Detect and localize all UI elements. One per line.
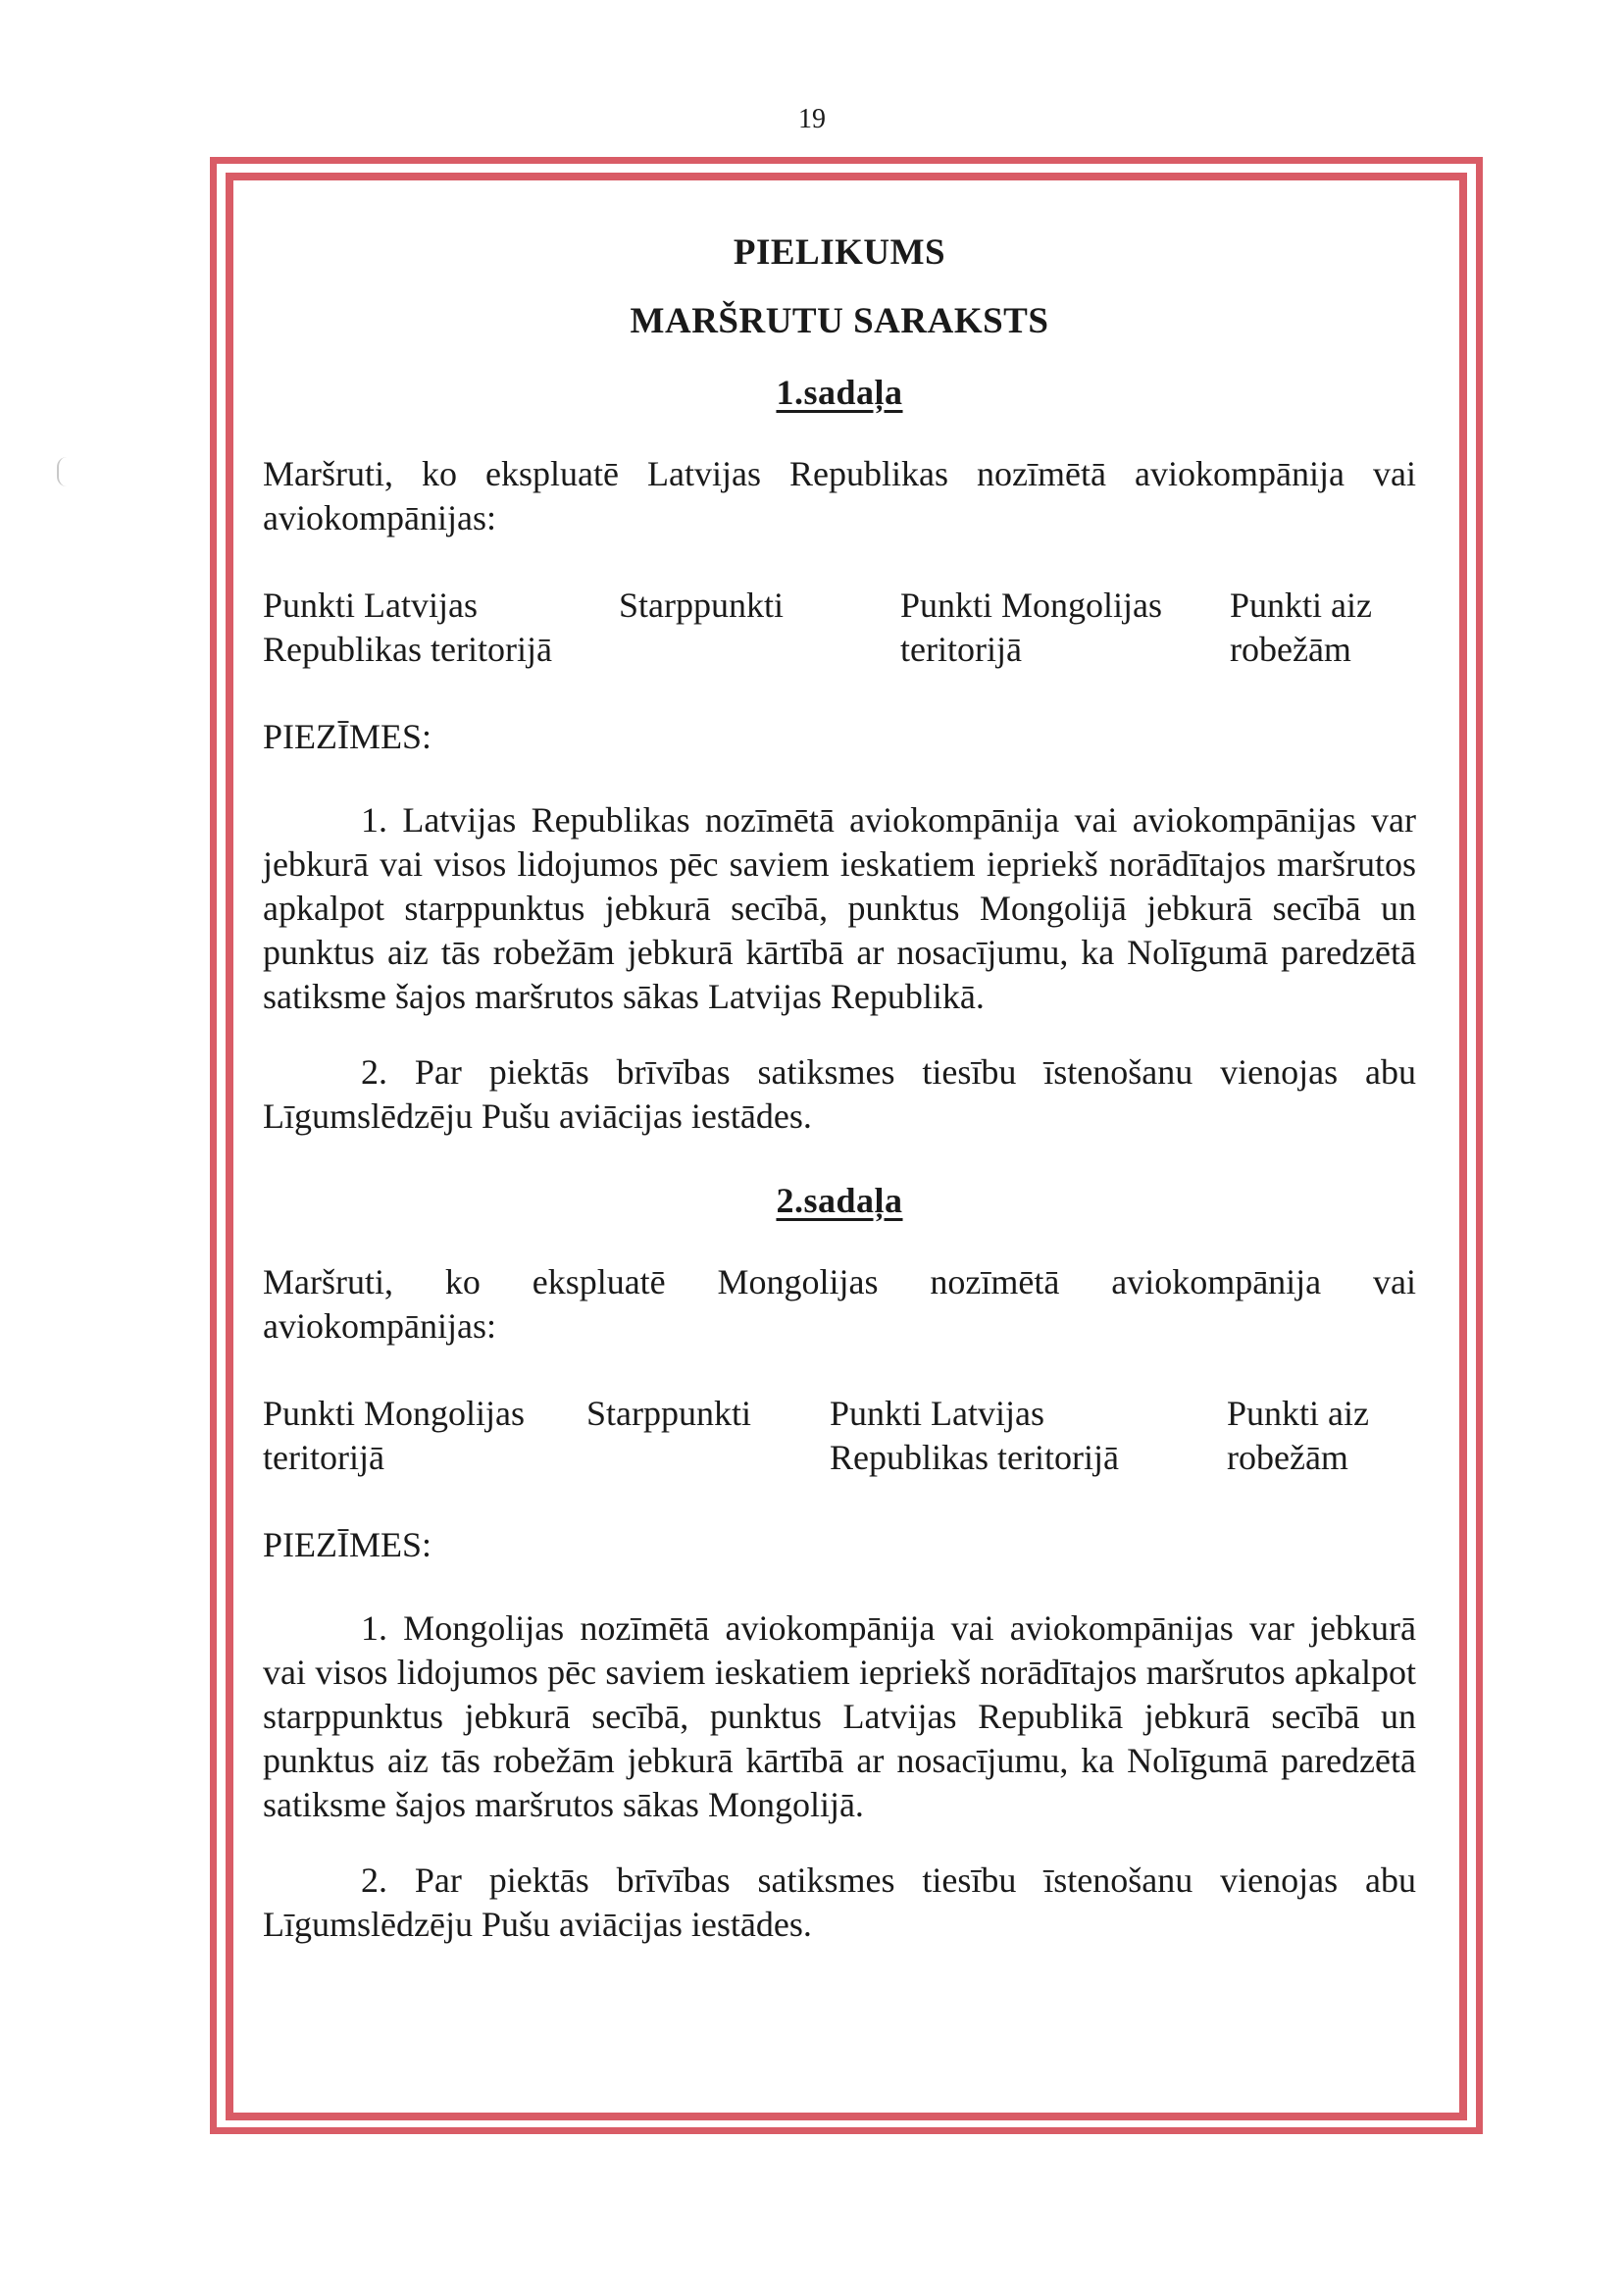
section-2	[263, 1180, 1416, 1947]
section-1	[263, 372, 1416, 1139]
section-heading: 2.sadaļa	[776, 1181, 903, 1220]
column-header-line: teritorijā	[900, 630, 1022, 669]
column-header-line: Punkti aiz	[1230, 586, 1372, 625]
column-header-line: teritorijā	[263, 1438, 384, 1477]
notes-label: PIEZĪMES:	[263, 717, 432, 756]
column-header-line: Punkti Latvijas	[263, 586, 478, 625]
column-header-line: Starppunkti	[586, 1394, 751, 1433]
column-header	[900, 584, 1230, 672]
note-item: 1. Mongolijas nozīmētā aviokompānija vai aviokompānijas var jebkurā vai visos lidojumos pēc saviem ieskatiem iepriekš norādītajos maršrutos apkalpot starppunktus jebkurā secībā, punktus Latvijas Republikā jebkurā secībā un punktus aiz tās robežām jebkurā kārtībā ar nosacījumu, ka Nolīgumā paredzētā satiksme šajos maršrutos sākas Mongolijā.	[263, 1608, 1416, 1824]
column-header-line: Punkti Latvijas	[830, 1394, 1044, 1433]
section-intro: Maršruti, ko ekspluatē Mongolijas nozīmētā aviokompānija vai aviokompānijas:	[263, 1262, 1416, 1346]
route-columns	[263, 1392, 1416, 1480]
document-body	[263, 231, 1416, 1947]
column-header	[619, 584, 900, 672]
column-header	[830, 1392, 1227, 1480]
note-item: 2. Par piektās brīvības satiksmes tiesību īstenošanu vienojas abu Līgumslēdzēju Pušu aviācijas iestādes.	[263, 1052, 1416, 1136]
column-header-line: Republikas teritorijā	[263, 630, 552, 669]
column-header-line: Starppunkti	[619, 586, 784, 625]
document-title: PIELIKUMS	[733, 232, 946, 273]
column-header	[263, 1392, 586, 1480]
section-heading: 1.sadaļa	[776, 373, 903, 412]
column-header-line: Punkti aiz	[1227, 1394, 1369, 1433]
column-header-line: Punkti Mongolijas	[263, 1394, 526, 1433]
page-number: 19	[798, 104, 826, 134]
scan-mark	[57, 457, 69, 486]
column-header-line: robežām	[1227, 1438, 1348, 1477]
note-item: 1. Latvijas Republikas nozīmētā aviokompānija vai aviokompānijas var jebkurā vai visos lidojumos pēc saviem ieskatiem iepriekš norādītajos maršrutos apkalpot starppunktus jebkurā secībā, punktus Mongolijā jebkurā secībā un punktus aiz tās robežām jebkurā kārtībā ar nosacījumu, ka Nolīgumā paredzētā satiksme šajos maršrutos sākas Latvijas Republikā.	[263, 800, 1416, 1016]
notes-label: PIEZĪMES:	[263, 1525, 432, 1564]
route-columns	[263, 584, 1416, 672]
column-header	[1227, 1392, 1369, 1480]
column-header	[1230, 584, 1372, 672]
note-item: 2. Par piektās brīvības satiksmes tiesību īstenošanu vienojas abu Līgumslēdzēju Pušu aviācijas iestādes.	[263, 1861, 1416, 1944]
column-header	[586, 1392, 830, 1480]
column-header-line: Republikas teritorijā	[830, 1438, 1119, 1477]
section-intro: Maršruti, ko ekspluatē Latvijas Republikas nozīmētā aviokompānija vai aviokompānijas:	[263, 454, 1416, 537]
column-header-line: robežām	[1230, 630, 1351, 669]
column-header	[263, 584, 619, 672]
document-subtitle: MARŠRUTU SARAKSTS	[630, 301, 1049, 341]
column-header-line: Punkti Mongolijas	[900, 586, 1163, 625]
